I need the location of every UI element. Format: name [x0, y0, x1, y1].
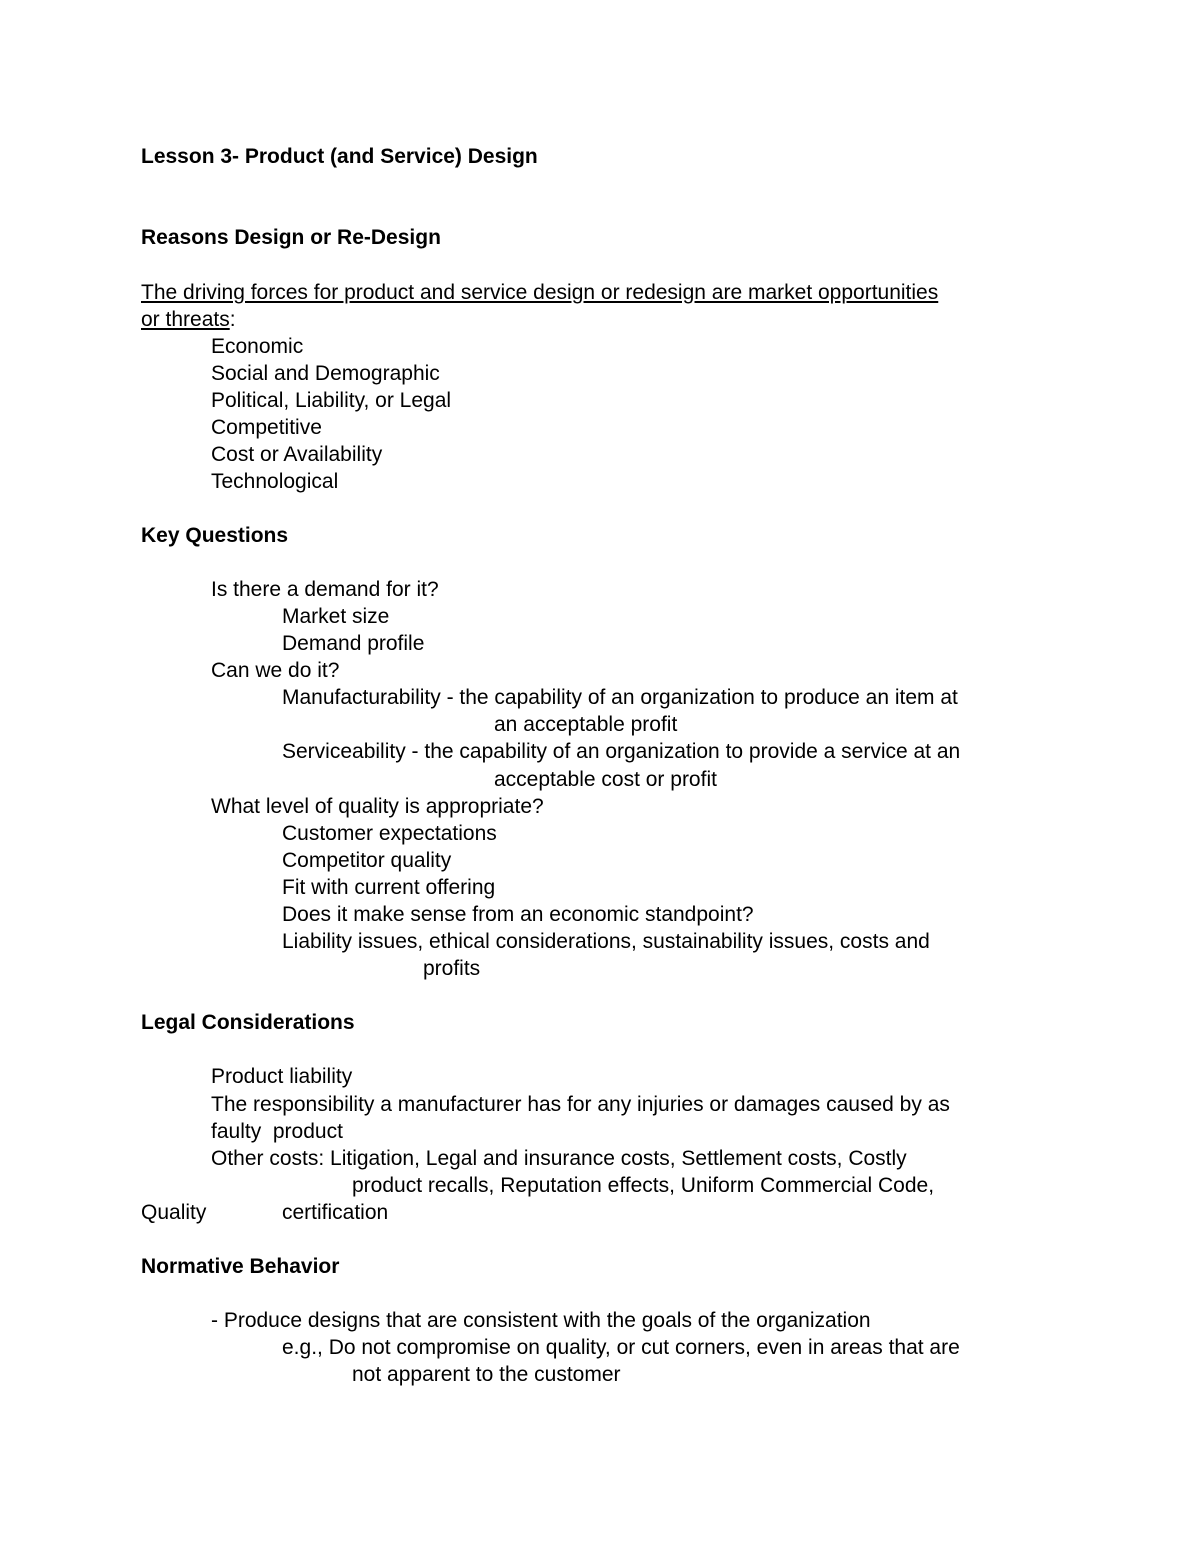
legal-other-costs-certification: certification: [282, 1201, 389, 1224]
normative-example-line-1: e.g., Do not compromise on quality, or cut corners, even in areas that are: [282, 1336, 960, 1359]
reasons-heading: Reasons Design or Re-Design: [141, 226, 441, 249]
legal-responsibility-line-2: faulty product: [211, 1120, 343, 1143]
reasons-item-competitive: Competitive: [211, 416, 322, 439]
legal-heading: Legal Considerations: [141, 1011, 355, 1034]
quality-liability-line-1: Liability issues, ethical considerations, sustainability issues, costs and: [282, 930, 930, 953]
quality-competitor: Competitor quality: [282, 849, 452, 872]
reasons-intro-line-1: The driving forces for product and service design or redesign are market opportunities: [141, 281, 939, 304]
reasons-item-cost: Cost or Availability: [211, 443, 383, 466]
quality-fit-offering: Fit with current offering: [282, 876, 496, 899]
question-demand: Is there a demand for it?: [211, 578, 439, 601]
reasons-item-political: Political, Liability, or Legal: [211, 389, 452, 412]
reasons-intro-underlined: or threats: [141, 308, 230, 331]
normative-example-line-2: not apparent to the customer: [352, 1363, 621, 1386]
reasons-item-social: Social and Demographic: [211, 362, 440, 385]
reasons-intro-line-2: [141, 306, 236, 333]
legal-other-costs-line-1: Other costs: Litigation, Legal and insurance costs, Settlement costs, Costly: [211, 1147, 907, 1170]
normative-heading: Normative Behavior: [141, 1255, 340, 1278]
question-quality-level: What level of quality is appropriate?: [211, 795, 544, 818]
normative-point: - Produce designs that are consistent with the goals of the organization: [211, 1309, 871, 1332]
question-demand-profile: Demand profile: [282, 632, 425, 655]
reasons-item-technological: Technological: [211, 470, 339, 493]
manufacturability-line-2: an acceptable profit: [494, 713, 678, 736]
reasons-intro-colon: :: [229, 308, 236, 331]
key-questions-heading: Key Questions: [141, 524, 289, 547]
question-demand-market-size: Market size: [282, 605, 390, 628]
legal-responsibility-line-1: The responsibility a manufacturer has for any injuries or damages caused by as: [211, 1093, 950, 1116]
legal-product-liability: Product liability: [211, 1065, 353, 1088]
question-can-we-do-it: Can we do it?: [211, 659, 340, 682]
manufacturability-line-1: Manufacturability - the capability of an organization to produce an item at: [282, 686, 958, 709]
serviceability-line-2: acceptable cost or profit: [494, 768, 717, 791]
legal-other-costs-quality: Quality: [141, 1201, 207, 1224]
quality-economic-sense: Does it make sense from an economic standpoint?: [282, 903, 754, 926]
quality-customer-expectations: Customer expectations: [282, 822, 497, 845]
legal-other-costs-line-2: product recalls, Reputation effects, Uniform Commercial Code,: [352, 1174, 935, 1197]
reasons-item-economic: Economic: [211, 335, 304, 358]
document-title: Lesson 3- Product (and Service) Design: [141, 145, 538, 168]
serviceability-line-1: Serviceability - the capability of an organization to provide a service at an: [282, 740, 961, 763]
quality-liability-line-2: profits: [423, 957, 481, 980]
